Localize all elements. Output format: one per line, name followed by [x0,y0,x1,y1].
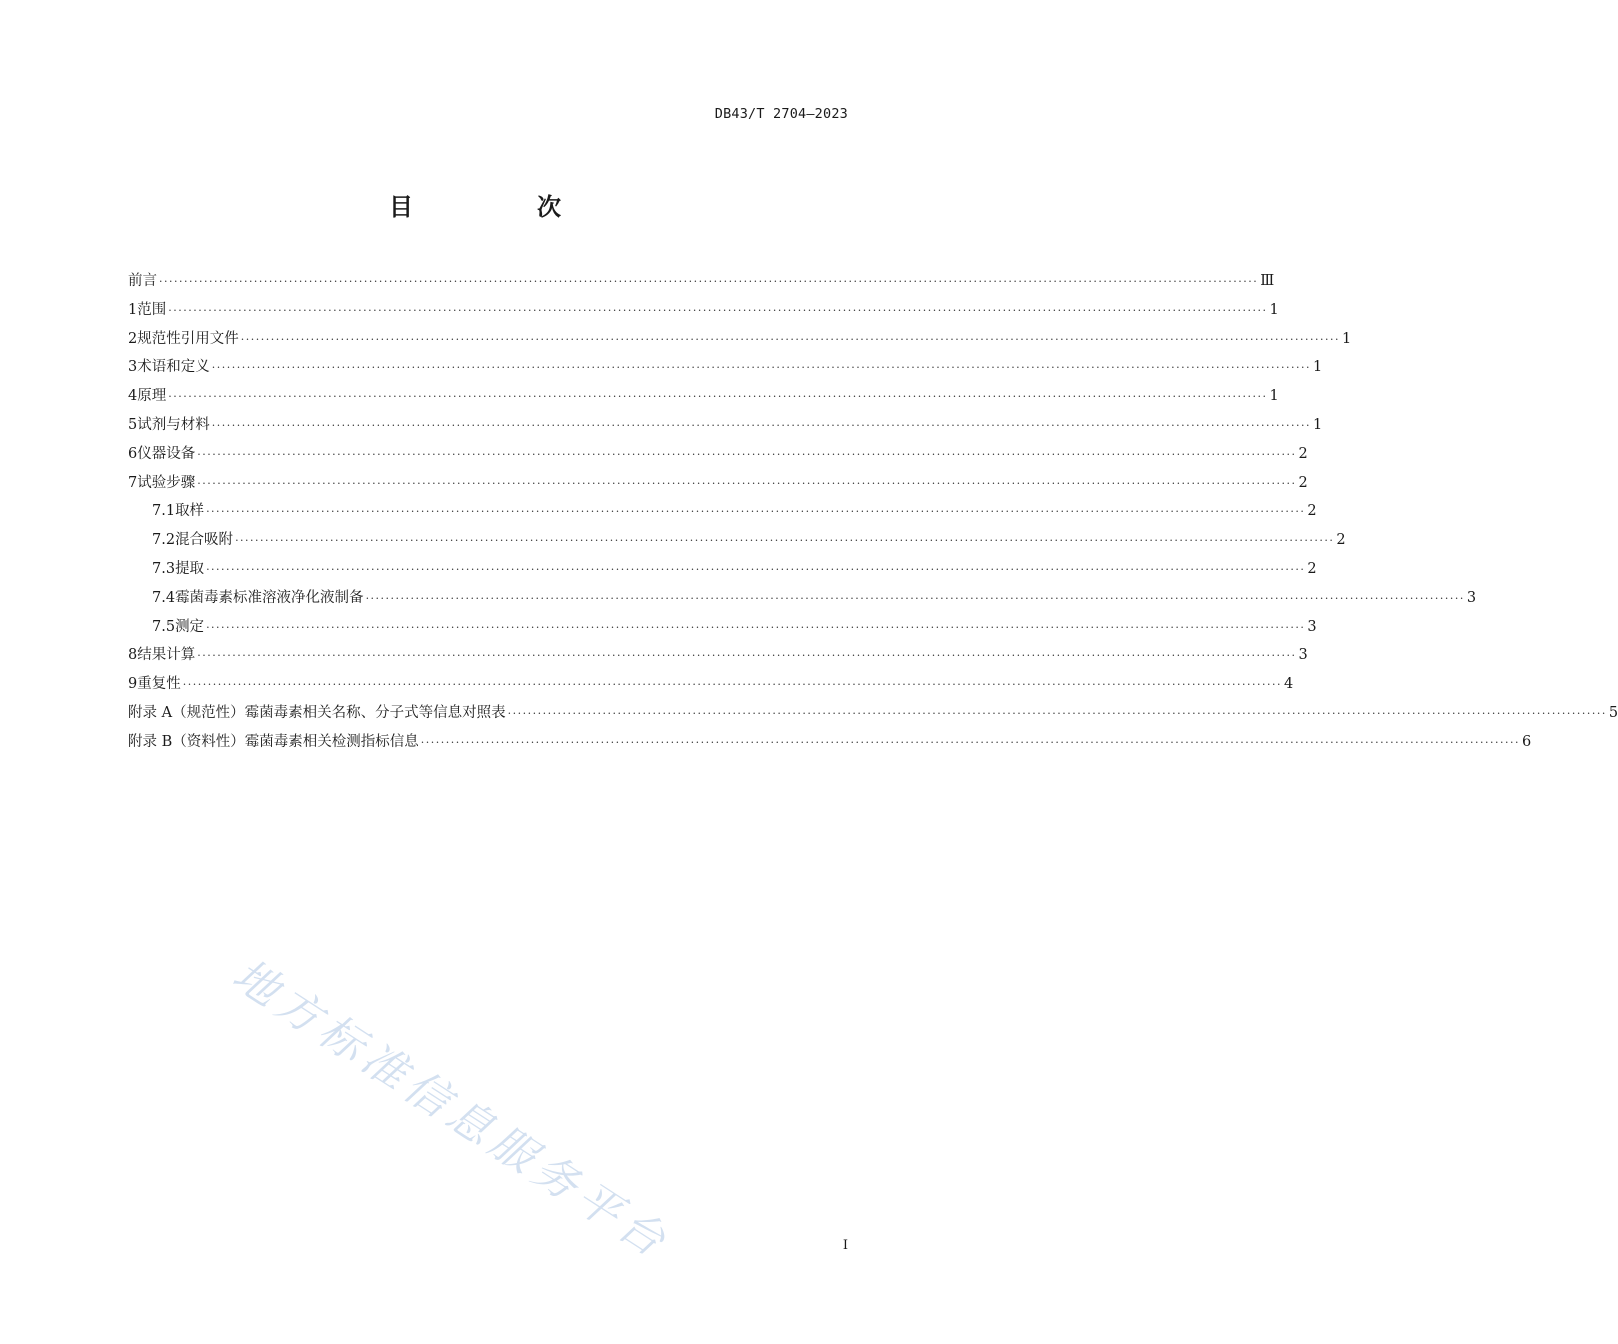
toc-entry-number: 4 [128,388,138,405]
toc-entry-label: 试验步骤 [137,474,196,491]
toc-entry-label: 原理 [137,388,167,405]
toc-entry-number: 1 [128,301,138,318]
toc-leader-dots: ···························································································································································································································· [197,476,1297,490]
toc-leader-dots: ···························································································································································································································· [211,361,1311,375]
toc-entry-number: 8 [128,647,138,664]
toc-entry-label: 测定 [175,618,205,635]
toc-entry-number: 5 [128,416,138,433]
toc-entry-label: 霉菌毒素相关检测指标信息 [244,733,419,750]
toc-entry-label: 取样 [175,503,205,520]
toc-entry-number: 7 [128,474,138,491]
page-title: 目 次 [389,193,611,221]
toc-entry[interactable] [128,526,1346,555]
toc-entry-label: 范围 [137,301,167,318]
toc-entry-number: 7.3 [152,560,176,577]
page-number: I [842,1238,848,1253]
toc-entry[interactable] [128,411,1323,440]
toc-leader-dots: ···························································································································································································································· [159,275,1259,288]
toc-leader-dots: ···························································································································································································································· [197,649,1297,663]
toc-entry-page: 2 [1298,474,1308,491]
toc-leader-dots: ···························································································································································································································· [206,620,1306,634]
toc-entry[interactable] [128,641,1308,670]
toc-entry-page: 1 [1312,359,1323,376]
toc-entry-number: 7.5 [152,618,176,635]
toc-entry-number: 2 [128,330,138,347]
toc-leader-dots: ···························································································································································································································· [168,390,1268,404]
toc-entry[interactable] [128,728,1532,757]
toc-entry-page: 3 [1466,589,1477,606]
toc-entry-page: 5 [1608,704,1618,721]
toc-entry-page: 3 [1298,647,1308,664]
toc-entry[interactable] [128,670,1294,699]
toc-entry[interactable] [128,497,1317,526]
toc-leader-dots: ···························································································································································································································· [240,332,1340,346]
toc-entry[interactable] [128,382,1279,411]
toc-leader-dots: ···························································································································································································································· [197,447,1297,461]
toc-entry-page: 2 [1307,503,1317,520]
toc-entry-page: 1 [1269,301,1279,318]
toc-entry-label: 霉菌毒素标准溶液净化液制备 [175,589,364,606]
toc-entry-label: 结果计算 [137,647,196,664]
toc-entry-page: 1 [1341,330,1352,347]
document-code: DB43/T 2704—2023 [714,106,848,122]
toc-entry-page: 2 [1307,560,1317,577]
toc-leader-dots: ···························································································································································································································· [235,534,1335,548]
toc-entry-number: 7.4 [152,589,176,606]
toc-entry-number: 6 [128,445,138,462]
toc-leader-dots: ···························································································································································································································· [182,678,1282,692]
toc-entry[interactable] [128,584,1477,613]
toc-leader-dots: ···························································································································································································································· [168,303,1268,317]
toc-entry-label: 提取 [175,560,205,577]
watermark: 地方标准信息服务平台 [223,949,680,1270]
toc-entry[interactable] [128,613,1317,642]
toc-entry-label: 霉菌毒素相关名称、分子式等信息对照表 [244,704,506,721]
toc-leader-dots: ···························································································································································································································· [420,735,1521,749]
toc-entry-number: 3 [128,359,138,376]
toc-leader-dots: ···························································································································································································································· [206,505,1306,519]
toc-entry[interactable] [128,325,1352,354]
toc-entry-number: 9 [128,676,138,693]
toc-entry[interactable] [128,353,1323,382]
toc-entry-label: 重复性 [137,676,181,693]
toc-entry-page: 4 [1283,676,1294,693]
toc-leader-dots: ···························································································································································································································· [507,706,1607,720]
toc-entry-label: 术语和定义 [137,359,210,376]
toc-entry[interactable] [128,440,1308,469]
toc-entry-page: 6 [1522,733,1532,750]
toc-entry-page: 1 [1269,388,1279,405]
toc-entry-number: 7.1 [152,503,176,520]
toc-entry-label: 规范性引用文件 [137,330,239,347]
toc-entry-label: 试剂与材料 [137,416,210,433]
toc-entry-page: 3 [1307,618,1317,635]
toc-entry-number: 附录 B（资料性） [128,733,245,750]
toc-entry-page: 2 [1298,445,1308,462]
toc-entry-label: 仪器设备 [137,445,196,462]
toc-entry-page: 2 [1336,532,1346,549]
toc-entry-label: 前言 [128,273,157,289]
toc-entry[interactable] [128,699,1618,728]
toc-entry-page: 1 [1312,416,1323,433]
table-of-contents [128,267,1618,757]
toc-leader-dots: ···························································································································································································································· [206,562,1306,576]
toc-entry-label: 混合吸附 [175,532,234,549]
toc-leader-dots: ···························································································································································································································· [211,418,1311,432]
toc-leader-dots: ···························································································································································································································· [365,591,1465,605]
toc-entry[interactable] [128,296,1279,325]
toc-entry-number: 附录 A（规范性） [128,704,245,721]
toc-entry-number: 7.2 [152,532,176,549]
toc-entry[interactable] [128,469,1308,498]
toc-entry[interactable] [128,555,1317,584]
toc-entry[interactable] [128,267,1275,296]
toc-entry-page: Ⅲ [1260,273,1275,289]
